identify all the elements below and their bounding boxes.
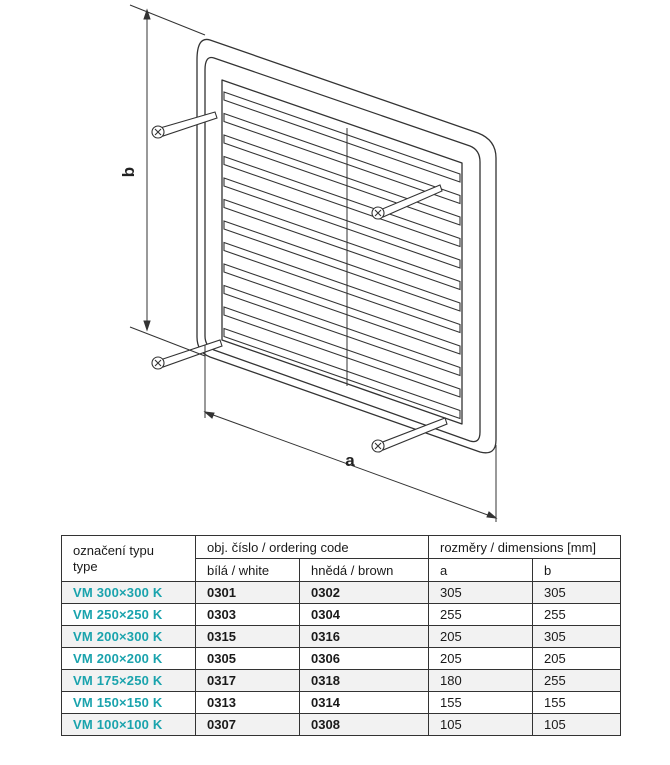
louver-slats <box>224 92 460 419</box>
dim-b-cell: 305 <box>533 582 621 604</box>
type-cell: VM 150×150 K <box>62 692 196 714</box>
dim-b-cell: 305 <box>533 626 621 648</box>
brown-code-cell: 0302 <box>300 582 429 604</box>
screw-bottom-left <box>152 340 222 369</box>
product-table <box>61 535 621 736</box>
white-code-cell: 0305 <box>196 648 300 670</box>
brown-code-cell: 0316 <box>300 626 429 648</box>
type-header-cz: označení typu <box>73 542 154 558</box>
brown-code-cell: 0304 <box>300 604 429 626</box>
white-code-cell: 0313 <box>196 692 300 714</box>
table-row <box>62 582 621 604</box>
table-row <box>62 626 621 648</box>
table-row <box>62 670 621 692</box>
white-code-cell: 0303 <box>196 604 300 626</box>
dim-b-cell: 205 <box>533 648 621 670</box>
dim-b-cell: 255 <box>533 604 621 626</box>
dim-a-cell: 255 <box>429 604 533 626</box>
type-header-en: type <box>73 558 98 574</box>
brown-code-cell: 0318 <box>300 670 429 692</box>
b-header: b <box>533 559 621 582</box>
type-header <box>62 536 196 582</box>
table-row <box>62 604 621 626</box>
brown-code-cell: 0308 <box>300 714 429 736</box>
type-cell: VM 250×250 K <box>62 604 196 626</box>
screw-bottom-right <box>372 418 447 452</box>
table-row <box>62 714 621 736</box>
dim-a-cell: 105 <box>429 714 533 736</box>
brown-code-cell: 0306 <box>300 648 429 670</box>
type-cell: VM 100×100 K <box>62 714 196 736</box>
dim-a-cell: 155 <box>429 692 533 714</box>
code-header: obj. číslo / ordering code <box>196 536 429 559</box>
type-cell: VM 175×250 K <box>62 670 196 692</box>
grille-louver-frame <box>222 80 462 424</box>
dimension-b-label: b <box>119 166 138 178</box>
dim-a-cell: 305 <box>429 582 533 604</box>
a-header: a <box>429 559 533 582</box>
white-code-cell: 0307 <box>196 714 300 736</box>
white-header: bílá / white <box>196 559 300 582</box>
screw-top-left <box>152 112 217 138</box>
dim-b-cell: 255 <box>533 670 621 692</box>
dim-a-cell: 205 <box>429 626 533 648</box>
dim-a-cell: 180 <box>429 670 533 692</box>
white-code-cell: 0315 <box>196 626 300 648</box>
grille-inner-frame <box>205 58 480 442</box>
dims-header: rozměry / dimensions [mm] <box>429 536 621 559</box>
table-row <box>62 692 621 714</box>
type-cell: VM 300×300 K <box>62 582 196 604</box>
white-code-cell: 0301 <box>196 582 300 604</box>
table-row <box>62 648 621 670</box>
dim-a-cell: 205 <box>429 648 533 670</box>
type-cell: VM 200×200 K <box>62 648 196 670</box>
brown-header: hnědá / brown <box>300 559 429 582</box>
dimension-a-label: a <box>345 451 355 470</box>
white-code-cell: 0317 <box>196 670 300 692</box>
type-cell: VM 200×300 K <box>62 626 196 648</box>
dim-b-cell: 155 <box>533 692 621 714</box>
brown-code-cell: 0314 <box>300 692 429 714</box>
dim-b-cell: 105 <box>533 714 621 736</box>
